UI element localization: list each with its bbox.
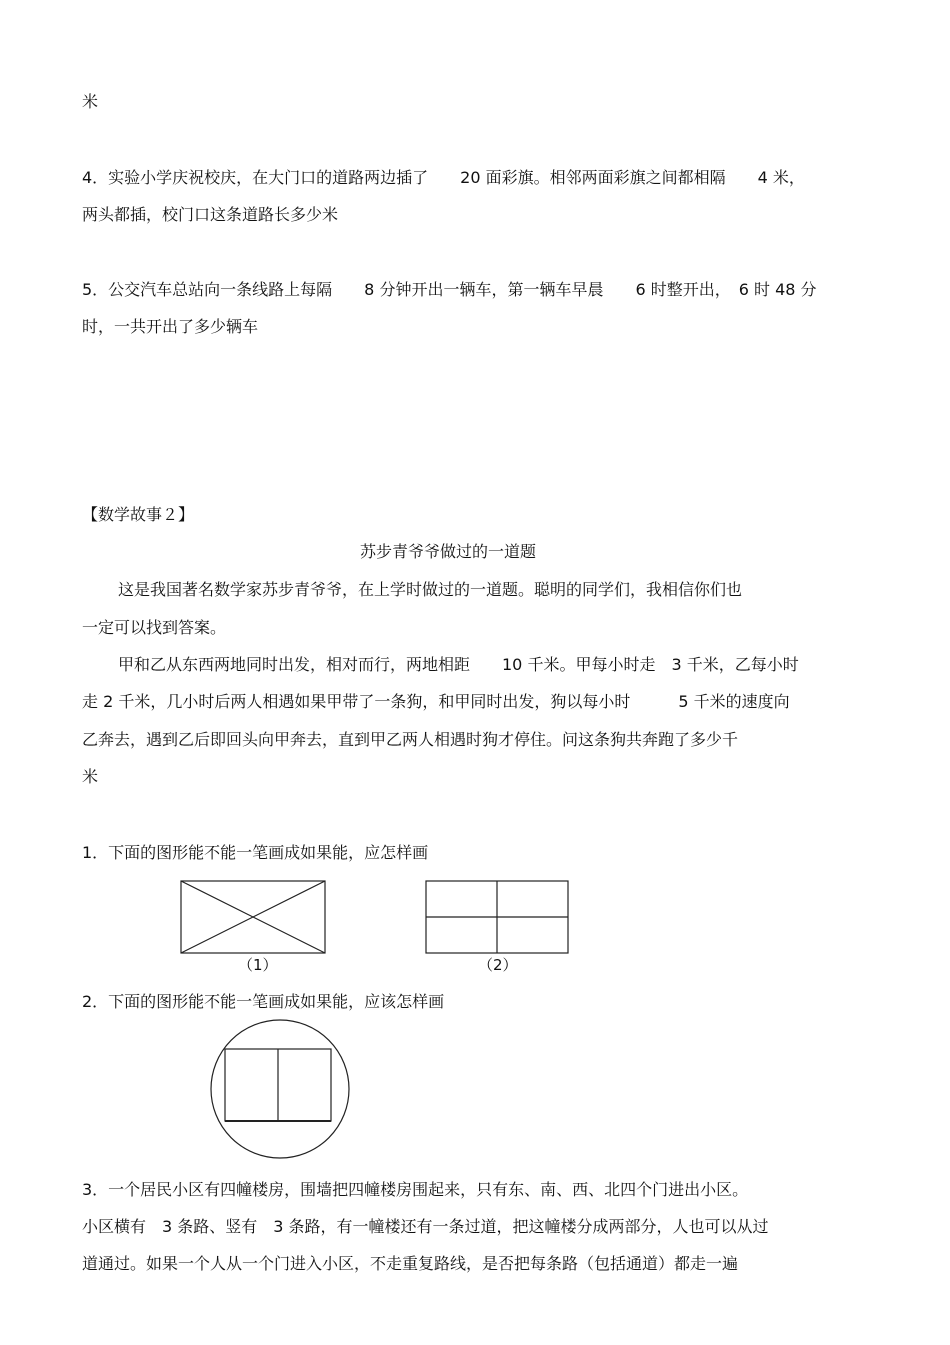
exercise-3-line-2: 小区横有 3 条路、竖有 3 条路，有一幢楼还有一条过道，把这幢楼分成两部分，人也可以从过 bbox=[82, 1217, 769, 1236]
section-heading: 【数学故事２】 bbox=[82, 505, 195, 524]
story-paragraph-1-line-1: 这是我国著名数学家苏步青爷爷，在上学时做过的一道题。聪明的同学们，我相信你们也 bbox=[118, 580, 743, 599]
question-5-line-1: 5．公交汽车总站向一条线路上每隔 8 分钟开出一辆车，第一辆车早晨 6 时整开出， 6 时 48 分 bbox=[82, 280, 817, 299]
figure-1-caption: （1） bbox=[238, 956, 278, 974]
story-paragraph-1-line-2: 一定可以找到答案。 bbox=[82, 618, 227, 637]
question-4-line-1: 4．实验小学庆祝校庆，在大门口的道路两边插了 20 面彩旗。相邻两面彩旗之间都相隔 4 米， bbox=[82, 168, 805, 187]
story-paragraph-2-line-2: 走 2 千米，几小时后两人相遇如果甲带了一条狗，和甲同时出发，狗以每小时 5 千米的速度向 bbox=[82, 692, 790, 711]
story-paragraph-2-line-4: 米 bbox=[82, 767, 99, 786]
figure-3-circle bbox=[211, 1020, 349, 1158]
question-4-line-2: 两头都插，校门口这条道路长多少米 bbox=[82, 205, 339, 224]
exercise-3-line-1: 3．一个居民小区有四幢楼房，围墙把四幢楼房围起来，只有东、南、西、北四个门进出小区。 bbox=[82, 1180, 749, 1199]
figure-2-rectangle-grid bbox=[425, 880, 571, 956]
figure-2-caption: （2） bbox=[478, 956, 518, 974]
figure-1-rectangle-with-diagonals bbox=[180, 880, 328, 956]
exercise-1: 1．下面的图形能不能一笔画成如果能，应怎样画 bbox=[82, 843, 429, 862]
text-line: 米 bbox=[82, 92, 99, 111]
figure-3-circle-with-rectangle bbox=[208, 1018, 352, 1162]
exercise-3-line-3: 道通过。如果一个人从一个门进入小区，不走重复路线，是否把每条路（包括通道）都走一遍 bbox=[82, 1254, 739, 1273]
story-paragraph-2-line-3: 乙奔去，遇到乙后即回头向甲奔去，直到甲乙两人相遇时狗才停住。问这条狗共奔跑了多少千 bbox=[82, 730, 739, 749]
story-title: 苏步青爷爷做过的一道题 bbox=[360, 542, 537, 561]
exercise-2: 2．下面的图形能不能一笔画成如果能，应该怎样画 bbox=[82, 992, 445, 1011]
question-5-line-2: 时，一共开出了多少辆车 bbox=[82, 317, 259, 336]
story-paragraph-2-line-1: 甲和乙从东西两地同时出发，相对而行，两地相距 10 千米。甲每小时走 3 千米，乙每小时 bbox=[118, 655, 799, 674]
